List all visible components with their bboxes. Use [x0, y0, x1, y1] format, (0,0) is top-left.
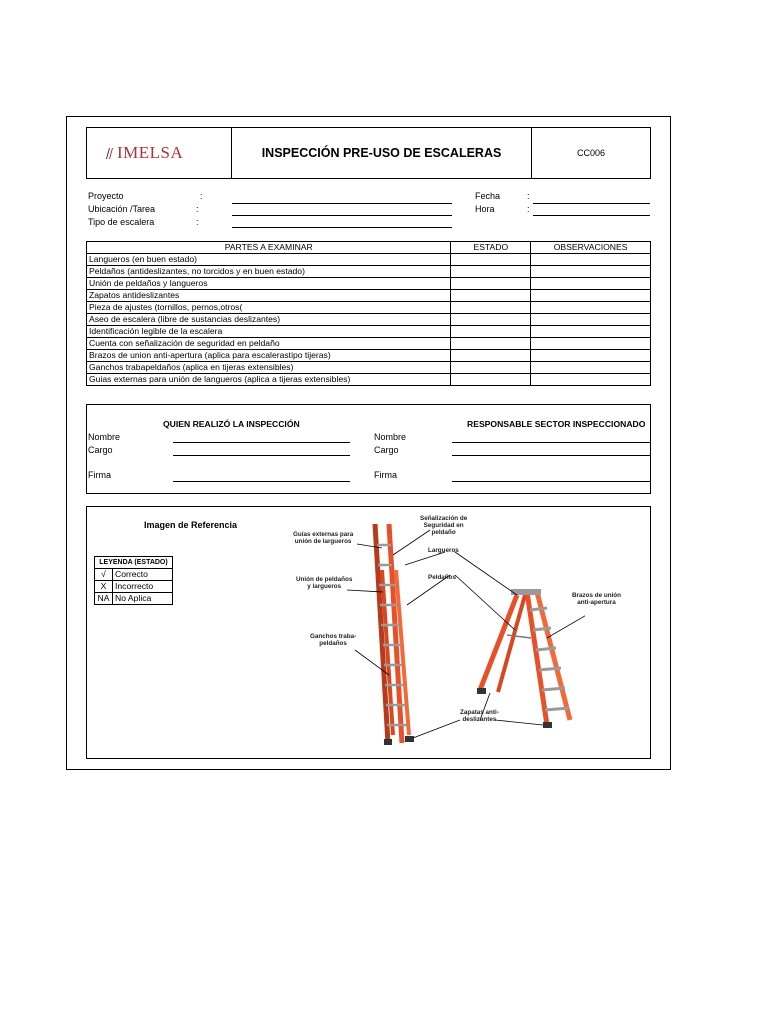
- table-row: [87, 302, 651, 314]
- label-largueros: Largueros: [428, 547, 459, 554]
- label-nombre: Nombre: [88, 432, 121, 442]
- part-name: Pieza de ajustes (tornillos, pernos,otros(: [87, 302, 451, 314]
- part-name: Ganchos trabapeldaños (aplica en tijeras extensibles): [87, 362, 451, 374]
- label-fecha: Fecha: [475, 191, 501, 201]
- estado-cell[interactable]: [451, 314, 531, 326]
- inspector-cargo-field[interactable]: [173, 455, 350, 456]
- observaciones-cell[interactable]: [531, 374, 651, 386]
- observaciones-cell[interactable]: [531, 362, 651, 374]
- table-row: [87, 278, 651, 290]
- observaciones-cell[interactable]: [531, 278, 651, 290]
- table-row: [87, 266, 651, 278]
- label-nombre: Nombre: [374, 432, 407, 442]
- estado-cell[interactable]: [451, 350, 531, 362]
- label-tipo: Tipo de escalera: [88, 217, 155, 227]
- colon: :: [527, 204, 530, 214]
- part-name: Identificación legible de la escalera: [87, 326, 451, 338]
- hora-field[interactable]: [533, 215, 650, 216]
- legend-title: LEYENDA (ESTADO): [95, 557, 173, 569]
- label-proyecto: Proyecto: [88, 191, 124, 201]
- legend-label: Correcto: [113, 569, 173, 581]
- part-name: Zapatos antideslizantes: [87, 290, 451, 302]
- legend-row: [95, 593, 173, 605]
- form-header: [86, 127, 651, 179]
- estado-cell[interactable]: [451, 362, 531, 374]
- imelsa-logo-icon: [105, 147, 114, 160]
- observaciones-cell[interactable]: [531, 266, 651, 278]
- fecha-field[interactable]: [533, 203, 650, 204]
- estado-cell[interactable]: [451, 290, 531, 302]
- form-title: INSPECCIÓN PRE-USO DE ESCALERAS: [232, 128, 532, 178]
- logo-text: IMELSA: [117, 143, 184, 162]
- extension-ladder-illustration: [375, 524, 414, 745]
- observaciones-cell[interactable]: [531, 314, 651, 326]
- table-row: [87, 350, 651, 362]
- estado-cell[interactable]: [451, 326, 531, 338]
- colon: :: [200, 191, 203, 201]
- table-row: [87, 326, 651, 338]
- column-header: OBSERVACIONES: [531, 242, 651, 254]
- colon: :: [527, 191, 530, 201]
- form-code: CC006: [576, 148, 605, 158]
- label-ganchos: Ganchos traba- peldaños: [310, 633, 357, 647]
- observaciones-cell[interactable]: [531, 338, 651, 350]
- estado-cell[interactable]: [451, 374, 531, 386]
- company-logo: [87, 128, 232, 178]
- column-header: PARTES A EXAMINAR: [87, 242, 451, 254]
- legend-table: [94, 556, 173, 605]
- legend-label: No Aplica: [113, 593, 173, 605]
- inspector-title: QUIEN REALIZÓ LA INSPECCIÓN: [163, 419, 300, 429]
- label-firma: Firma: [374, 470, 397, 480]
- part-name: Brazos de union anti-apertura (aplica para escalerastipo tijeras): [87, 350, 451, 362]
- table-row: [87, 290, 651, 302]
- table-header-row: [87, 242, 651, 254]
- table-row: [87, 314, 651, 326]
- inspector-nombre-field[interactable]: [173, 442, 350, 443]
- table-row: [87, 374, 651, 386]
- legend-symbol: √: [95, 569, 113, 581]
- table-row: [87, 338, 651, 350]
- observaciones-cell[interactable]: [531, 302, 651, 314]
- label-brazos: Brazos de unión anti-apertura: [572, 592, 621, 606]
- tipo-field[interactable]: [232, 227, 452, 228]
- observaciones-cell[interactable]: [531, 290, 651, 302]
- label-firma: Firma: [88, 470, 111, 480]
- label-zapatas: Zapatas anti- deslizantes: [460, 709, 499, 723]
- parts-table: [86, 241, 651, 386]
- column-header: ESTADO: [451, 242, 531, 254]
- table-row: [87, 254, 651, 266]
- legend-symbol: X: [95, 581, 113, 593]
- legend-row: [95, 581, 173, 593]
- label-senalizacion: Señalización de Seguridad en peldaño: [420, 515, 468, 536]
- label-guias: Guías externas para unión de largueros: [293, 531, 354, 545]
- label-union: Unión de peldaños y largueros: [296, 576, 353, 590]
- label-cargo: Cargo: [88, 445, 113, 455]
- ubicacion-field[interactable]: [232, 215, 452, 216]
- label-peldanos: Peldaños: [428, 574, 456, 581]
- proyecto-field[interactable]: [232, 203, 452, 204]
- table-row: [87, 362, 651, 374]
- responsible-firma-field[interactable]: [452, 481, 650, 482]
- reference-title: Imagen de Referencia: [144, 520, 238, 530]
- estado-cell[interactable]: [451, 266, 531, 278]
- responsible-nombre-field[interactable]: [452, 442, 650, 443]
- estado-cell[interactable]: [451, 338, 531, 350]
- legend-label: Incorrecto: [113, 581, 173, 593]
- responsible-title: RESPONSABLE SECTOR INSPECCIONADO: [467, 419, 646, 429]
- observaciones-cell[interactable]: [531, 350, 651, 362]
- step-ladder-illustration: [477, 589, 570, 728]
- part-name: Unión de peldaños y langueros: [87, 278, 451, 290]
- legend-symbol: NA: [95, 593, 113, 605]
- estado-cell[interactable]: [451, 254, 531, 266]
- legend-row: [95, 569, 173, 581]
- part-name: Cuenta con señalización de seguridad en peldaño: [87, 338, 451, 350]
- label-ubicacion: Ubicación /Tarea: [88, 204, 156, 214]
- label-hora: Hora: [475, 204, 495, 214]
- observaciones-cell[interactable]: [531, 254, 651, 266]
- label-cargo: Cargo: [374, 445, 399, 455]
- estado-cell[interactable]: [451, 302, 531, 314]
- colon: :: [196, 217, 199, 227]
- part-name: Peldaños (antideslizantes, no torcidos y en buen estado): [87, 266, 451, 278]
- part-name: Langueros (en buen estado): [87, 254, 451, 266]
- responsible-cargo-field[interactable]: [452, 455, 650, 456]
- legend-header-row: [95, 557, 173, 569]
- colon: :: [196, 204, 199, 214]
- estado-cell[interactable]: [451, 278, 531, 290]
- observaciones-cell[interactable]: [531, 326, 651, 338]
- part-name: Aseo de escalera (libre de sustancias deslizantes): [87, 314, 451, 326]
- part-name: Guias externas para unión de langueros (aplica a tijeras extensibles): [87, 374, 451, 386]
- inspector-firma-field[interactable]: [173, 481, 350, 482]
